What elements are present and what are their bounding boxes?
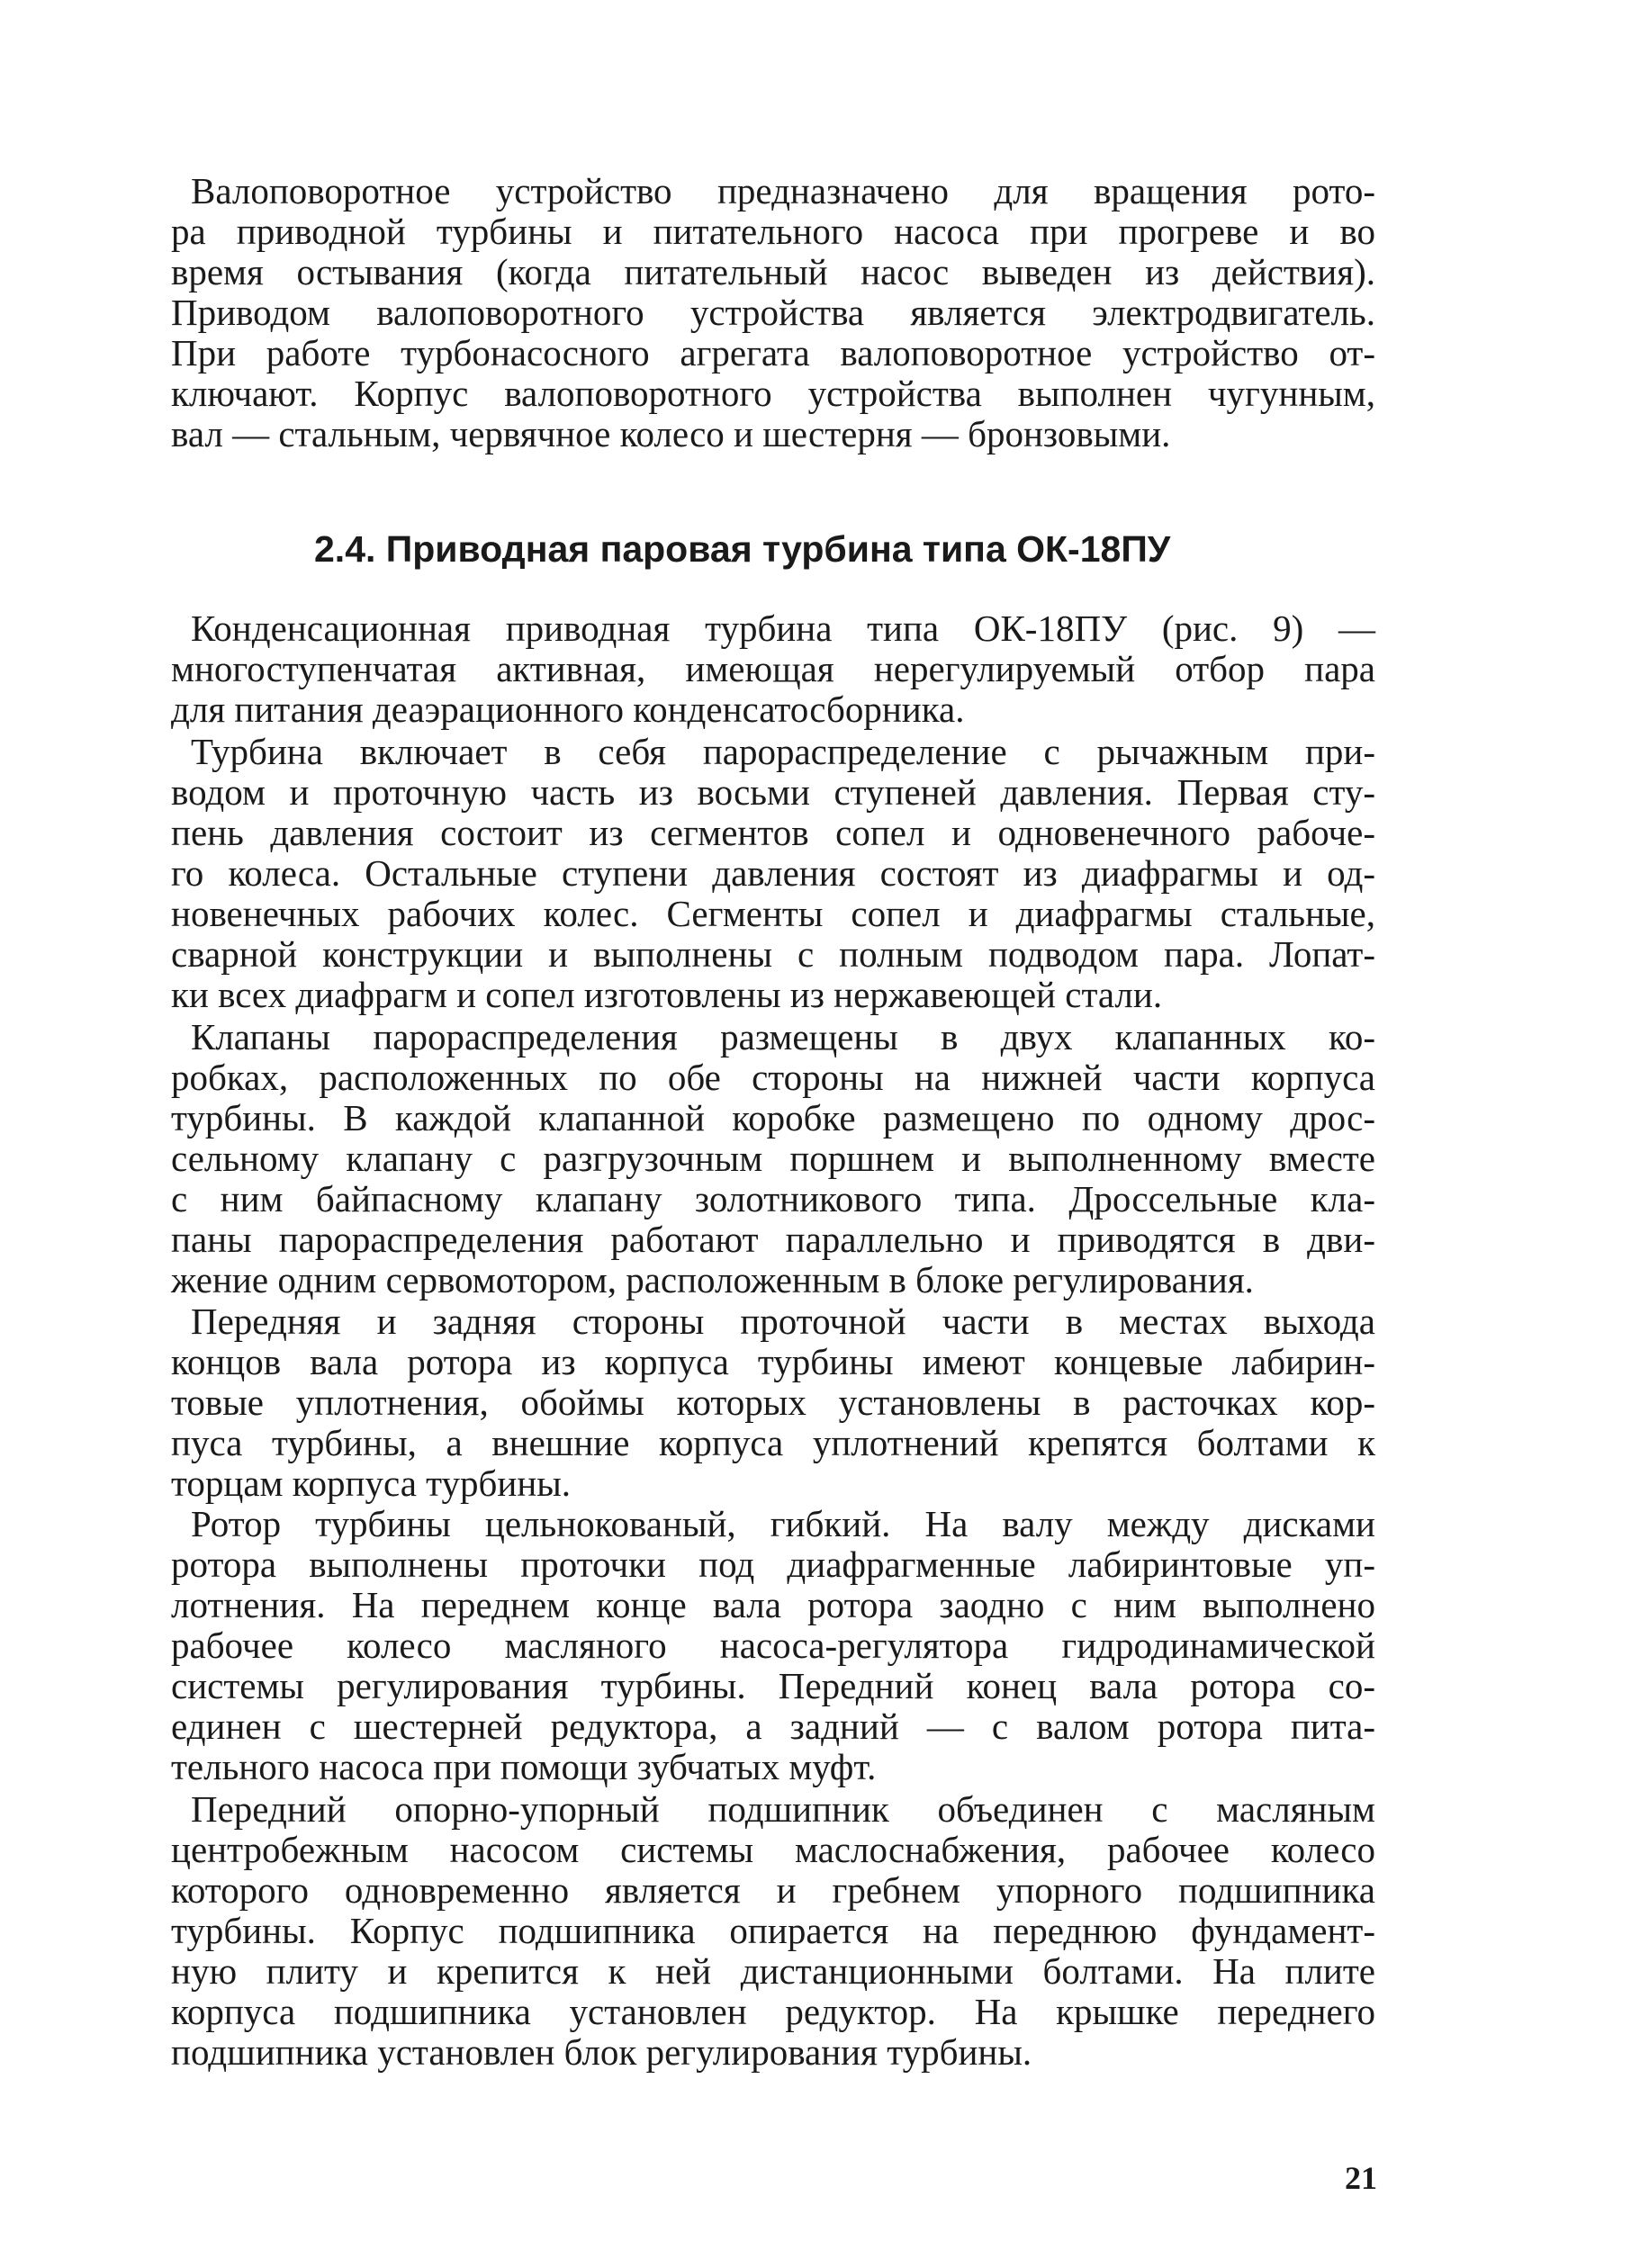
text-line: единен с шестерней редуктора, а задний — с валом ротора пита- <box>171 1706 1375 1747</box>
text-line: водом и проточную часть из восьми ступеней давления. Первая сту- <box>171 771 1375 813</box>
text-line: время остывания (когда питательный насос выведен из действия). <box>171 251 1375 292</box>
text-line: турбины. Корпус подшипника опирается на переднюю фундамент- <box>171 1910 1375 1951</box>
section-heading: 2.4. Приводная паровая турбина типа ОК-18ПУ <box>314 528 1171 570</box>
page-number: 21 <box>1345 2160 1377 2196</box>
text-line: которого одновременно является и гребнем упорного подшипника <box>171 1869 1375 1911</box>
text-line: центробежным насосом системы маслоснабжения, рабочее колесо <box>171 1829 1375 1870</box>
text-line: жение одним сервомотором, расположенным в блоке регулирования. <box>171 1259 1254 1300</box>
paragraph-valves <box>171 1017 1375 1300</box>
text-line: товые уплотнения, обоймы которых установлены в расточках кор- <box>171 1382 1375 1423</box>
text-line: При работе турбонасосного агрегата валоповоротное устройство от- <box>171 332 1375 374</box>
paragraph-rotor <box>171 1504 1375 1787</box>
text-line: ротора выполнены проточки под диафрагменные лабиринтовые уп- <box>171 1544 1375 1585</box>
text-line: системы регулирования турбины. Передний конец вала ротора со- <box>171 1665 1375 1706</box>
text-line: корпуса подшипника установлен редуктор. На крышке переднего <box>171 1991 1375 2032</box>
text-line: вал — стальным, червячное колесо и шестерня — бронзовыми. <box>171 413 1171 454</box>
text-line: турбины. В каждой клапанной коробке размещено по одному дрос- <box>171 1097 1375 1138</box>
text-line: Приводом валоповоротного устройства является электродвигатель. <box>171 292 1375 333</box>
text-line: подшипника установлен блок регулирования турбины. <box>171 2031 1032 2073</box>
text-line: новенечных рабочих колес. Сегменты сопел и диафрагмы стальные, <box>171 893 1375 934</box>
text-line: го колеса. Остальные ступени давления состоят из диафрагмы и од- <box>171 852 1375 894</box>
text-line: лотнения. На переднем конце вала ротора заодно с ним выполнено <box>171 1584 1375 1625</box>
text-line: ключают. Корпус валоповоротного устройства выполнен чугунным, <box>171 373 1375 414</box>
text-line: сельному клапану с разгрузочным поршнем и выполненному вместе <box>171 1138 1375 1179</box>
text-line: Передняя и задняя стороны проточной части в местах выхода <box>191 1300 1375 1342</box>
text-line: с ним байпасному клапану золотникового типа. Дроссельные кла- <box>171 1178 1375 1220</box>
text-line: тельного насоса при помощи зубчатых муфт. <box>171 1746 877 1787</box>
text-line: ки всех диафрагм и сопел изготовлены из нержавеющей стали. <box>171 974 1163 1015</box>
text-line: Турбина включает в себя парораспределение с рычажным при- <box>191 731 1375 772</box>
text-line: ра приводной турбины и питательного насоса при прогреве и во <box>171 211 1375 252</box>
paragraph-bearing <box>171 1789 1375 2073</box>
text-line: пень давления состоит из сегментов сопел и одновенечного рабоче- <box>171 812 1375 853</box>
text-line: Ротор турбины цельнокованый, гибкий. На валу между дисками <box>191 1503 1375 1544</box>
text-line: сварной конструкции и выполнены с полным подводом пара. Лопат- <box>171 933 1375 975</box>
text-line: концов вала ротора из корпуса турбины имеют концевые лабирин- <box>171 1341 1375 1382</box>
text-line: рабочее колесо масляного насоса-регулятора гидродинамической <box>171 1624 1375 1666</box>
text-line: Конденсационная приводная турбина типа ОК-18ПУ (рис. 9) — <box>191 608 1375 649</box>
paragraph-turbine-intro <box>171 608 1375 730</box>
text-line: пуса турбины, а внешние корпуса уплотнений крепятся болтами к <box>171 1422 1375 1463</box>
text-line: паны парораспределения работают параллельно и приводятся в дви- <box>171 1219 1375 1260</box>
text-line: ную плиту и крепится к ней дистанционными болтами. На плите <box>171 1950 1375 1992</box>
paragraph-turbine-stages <box>171 732 1375 1015</box>
paragraph-seals <box>171 1301 1375 1504</box>
text-line: робках, расположенных по обе стороны на нижней части корпуса <box>171 1057 1375 1098</box>
text-line: торцам корпуса турбины. <box>171 1462 572 1504</box>
text-line: Валоповоротное устройство предназначено для вращения рото- <box>191 170 1375 212</box>
paragraph-shaft-turning-device <box>171 171 1375 454</box>
text-line: Передний опорно-упорный подшипник объединен с масляным <box>191 1788 1375 1830</box>
text-line: Клапаны парораспределения размещены в двух клапанных ко- <box>191 1016 1375 1058</box>
text-line: для питания деаэрационного конденсатосборника. <box>171 688 965 730</box>
text-line: многоступенчатая активная, имеющая нерегулируемый отбор пара <box>171 648 1375 689</box>
